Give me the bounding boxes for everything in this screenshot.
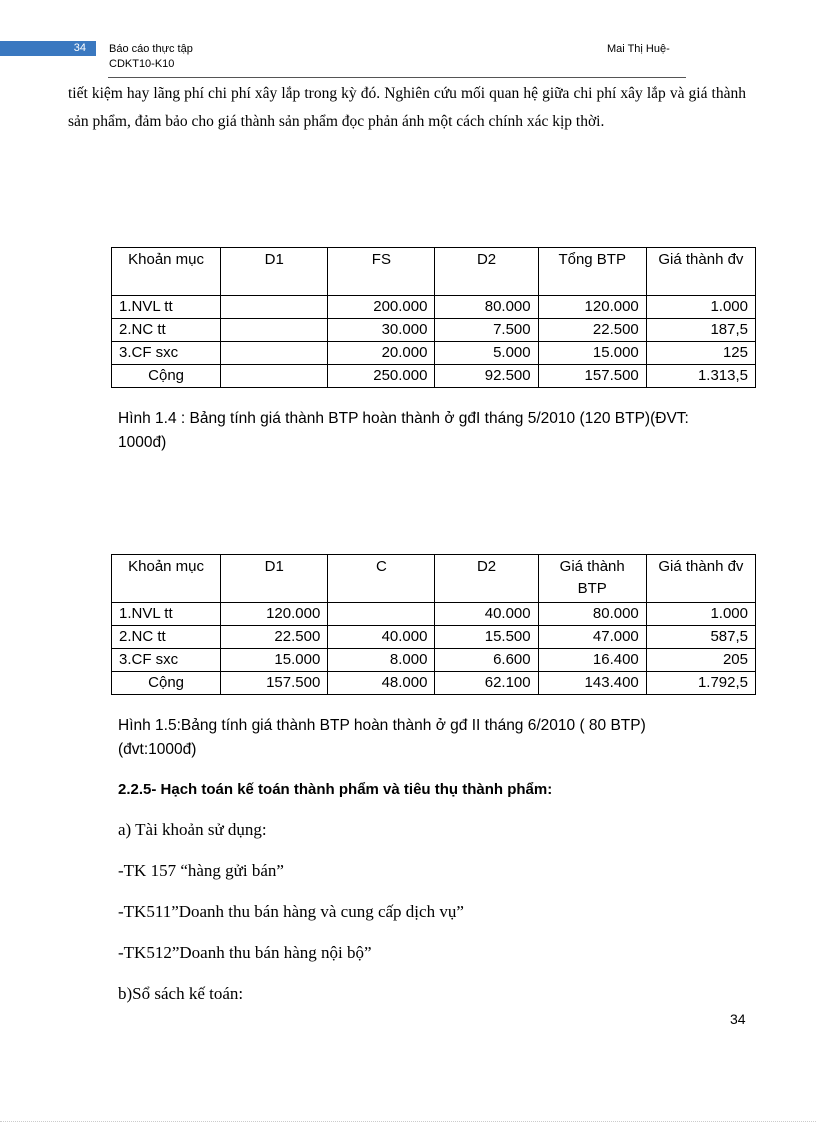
table-cell: 2.NC tt [112,626,221,649]
table-cell: 8.000 [328,649,435,672]
table-cell: 587,5 [646,626,755,649]
table-header-cell: Giá thành đv [646,248,755,296]
table-cell [221,296,328,319]
table-header-row [112,555,756,603]
table-header-cell: Giá thành BTP [538,555,646,603]
table-header-cell: D2 [435,555,538,603]
table-cell: 2.NC tt [112,319,221,342]
header-subtitle: CDKT10-K10 [109,58,175,70]
table-cell: 6.600 [435,649,538,672]
table-cell: 16.400 [538,649,646,672]
header-author: Mai Thị Huệ- [607,43,670,55]
table-cell: 120.000 [538,296,646,319]
table-cell: 1.792,5 [646,672,755,695]
table-cell: 80.000 [435,296,538,319]
table-header-cell: Giá thành đv [646,555,755,603]
table-header-row [112,248,756,296]
account-item: -TK512”Doanh thu bán hàng nội bộ” [118,943,372,962]
table-cell: 7.500 [435,319,538,342]
table-header-cell: Tổng BTP [538,248,646,296]
table-row [112,626,756,649]
table-cell: 3.CF sxc [112,649,221,672]
caption-table-2: Hình 1.5:Bảng tính giá thành BTP hoàn thành ở gđ II tháng 6/2010 ( 80 BTP)(đvt:1000đ) [118,717,646,758]
header-divider [108,77,686,78]
cost-table-1 [111,247,756,388]
table-cell: 22.500 [221,626,328,649]
table-cell: 40.000 [435,603,538,626]
table-cell: 48.000 [328,672,435,695]
caption-table-1: Hình 1.4 : Bảng tính giá thành BTP hoàn thành ở gđI tháng 5/2010 (120 BTP)(ĐVT: 1000đ) [118,410,689,451]
table-total-row [112,365,756,388]
table-cell: 250.000 [328,365,435,388]
table-cell: Cộng [112,672,221,695]
intro-paragraph: tiết kiệm hay lãng phí chi phí xây lắp trong kỳ đó. Nghiên cứu mối quan hệ giữa chi phí xây lắp và giá thành sản phẩm, đảm bảo cho giá thành sản phẩm đọc phản ánh một cách chính xác kịp thời. [68,85,746,130]
table-header-cell: D1 [221,248,328,296]
page-badge [0,41,96,56]
table-cell: 47.000 [538,626,646,649]
page-number: 34 [730,1011,746,1027]
table-cell: 15.500 [435,626,538,649]
table-cell: 200.000 [328,296,435,319]
account-item: -TK 157 “hàng gửi bán” [118,861,284,880]
table-cell: 15.000 [538,342,646,365]
table-cell: 1.NVL tt [112,296,221,319]
table-cell: 157.500 [221,672,328,695]
table-cell: 143.400 [538,672,646,695]
table-header-cell: FS [328,248,435,296]
table-header-cell: D1 [221,555,328,603]
table-header-cell: Khoản mục [112,248,221,296]
table-cell [221,319,328,342]
table-row [112,649,756,672]
table-cell: 120.000 [221,603,328,626]
page-bottom-divider [0,1121,816,1122]
account-item: -TK511”Doanh thu bán hàng và cung cấp dịch vụ” [118,902,464,921]
table-cell: 62.100 [435,672,538,695]
table-row [112,342,756,365]
table-cell: 187,5 [646,319,755,342]
table-header-cell: D2 [435,248,538,296]
table-cell: 1.NVL tt [112,603,221,626]
header-title: Báo cáo thực tập [109,43,193,55]
section-heading: 2.2.5- Hạch toán kế toán thành phẩm và tiêu thụ thành phẩm: [118,781,553,798]
table-cell: 205 [646,649,755,672]
table-total-row [112,672,756,695]
table-cell: 80.000 [538,603,646,626]
table-cell: 1.313,5 [646,365,755,388]
table-cell [221,342,328,365]
table-cell: 125 [646,342,755,365]
table-cell: 22.500 [538,319,646,342]
table-cell: 20.000 [328,342,435,365]
subheading-ledgers: b)Sổ sách kế toán: [118,984,244,1003]
table-cell: 30.000 [328,319,435,342]
table-cell: 40.000 [328,626,435,649]
table-row [112,319,756,342]
page-badge-number: 34 [73,42,86,54]
table-cell: 3.CF sxc [112,342,221,365]
table-cell: 157.500 [538,365,646,388]
table-cell [221,365,328,388]
table-cell: 92.500 [435,365,538,388]
table-cell [328,603,435,626]
header-title-block [109,42,193,72]
table-cell: 15.000 [221,649,328,672]
table-row [112,296,756,319]
subheading-accounts: a) Tài khoản sử dụng: [118,820,267,839]
table-header-cell: Khoản mục [112,555,221,603]
table-cell: 5.000 [435,342,538,365]
table-cell: 1.000 [646,296,755,319]
table-header-cell: C [328,555,435,603]
table-cell: 1.000 [646,603,755,626]
table-row [112,603,756,626]
table-cell: Cộng [112,365,221,388]
cost-table-2 [111,554,756,695]
